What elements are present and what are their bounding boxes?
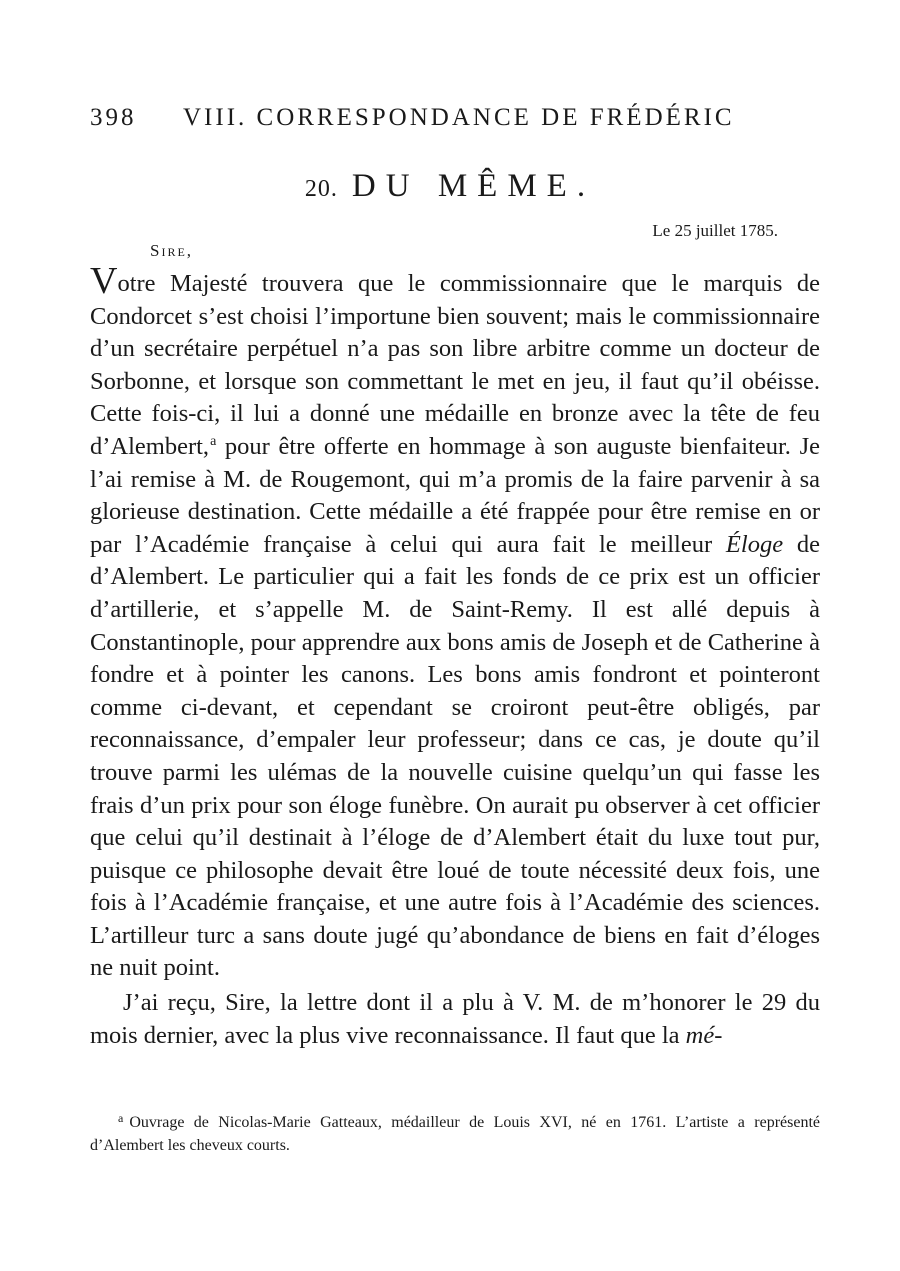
paragraph-1-text-b: pour être offerte en hommage à son auguste bienfaiteur. Je l’ai remise à M. de Rougemont, qui m’a promis de la faire parvenir à sa glorieuse destination. Cette médaille a été frappée pour être remise en or par l’Académie française à celui qui aura fait le meilleur: [90, 432, 820, 558]
letter-body: [90, 260, 821, 1052]
page-number: 398: [90, 104, 137, 131]
paragraph-2-text: J’ai reçu, Sire, la lettre dont il a plu à V. M. de m’honorer le 29 du mois dernier, avec la plus vive reconnaissance. Il faut que la: [90, 989, 820, 1049]
paragraph-1-text-a: otre Majesté trouvera que le commissionnaire que le marquis de Condorcet s’est choisi l’importune bien souvent; mais le commissionnaire d’un secrétaire perpétuel n’a pas son libre arbitre comme un docteur de Sorbonne, et lorsque son commettant le met en jeu, il faut qu’il obéisse. Cette fois-ci, il lui a donné une médaille en bronze avec la tête de feu d’Alembert,: [90, 270, 820, 460]
running-title: VIII. CORRESPONDANCE DE FRÉDÉRIC: [183, 104, 735, 131]
paragraph-2: [90, 987, 820, 1052]
paragraph-2-italic: mé-: [685, 1021, 723, 1049]
letter-title: DU MÊME.: [351, 168, 596, 204]
paragraph-1-text-c: de d’Alembert. Le particulier qui a fait les fonds de ce prix est un officier d’artillerie, et s’appelle M. de Saint-Remy. Il est allé depuis à Constantinople, pour apprendre aux bons amis de Joseph et de Catherine à fondre et à pointer les canons. Les bons amis fondront et pointeront comme ci-devant, et cependant se croiront peut-être obligés, par reconnaissance, d’empaler leur professeur; dans ce cas, je doute qu’il trouve parmi les ulémas de la nouvelle cuisine quelqu’un qui fasse les frais d’un prix pour son éloge funèbre. On aurait pu observer à cet officier que celui qu’il destinait à l’éloge de d’Alembert était du luxe tout pur, puisque ce philosophe devait être loué de toute nécessité deux fois, une fois à l’Académie française, et une autre fois à l’Académie des sciences. L’artilleur turc a sans doute jugé qu’abondance de biens en fait d’éloges ne nuit point.: [90, 530, 821, 982]
letter-heading: [0, 168, 900, 205]
italic-title: Éloge: [725, 530, 784, 558]
dateline: Le 25 juillet 1785.: [652, 221, 778, 240]
paragraph-1: [90, 260, 821, 985]
drop-cap: V: [90, 260, 118, 302]
footnote-text: Ouvrage de Nicolas-Marie Gatteaux, médailleur de Louis XVI, né en 1761. L’artiste a représenté d’Alembert les cheveux courts.: [90, 1114, 820, 1154]
footnote: [90, 1111, 820, 1157]
footnote-reference[interactable]: a: [210, 433, 217, 449]
letter-number: 20.: [304, 176, 338, 202]
running-head: [90, 104, 820, 140]
footnote-mark: a: [118, 1111, 124, 1125]
salutation: Sire,: [150, 241, 194, 260]
